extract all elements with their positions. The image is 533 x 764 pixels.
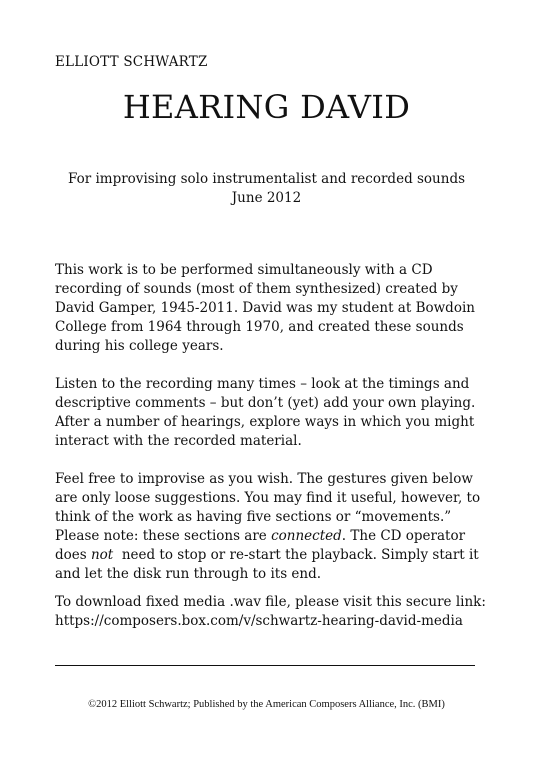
text-line: After a number of hearings, explore ways in which you might [55, 414, 475, 430]
text-line [55, 527, 485, 546]
text-line: think of the work as having five sections or “movements.” [55, 509, 452, 525]
composer-name: ELLIOTT SCHWARTZ [55, 54, 208, 70]
paragraph-intro [55, 261, 485, 356]
text-segment: Please note: these sections are [55, 528, 272, 544]
text-line: are only loose suggestions. You may find it useful, however, to [55, 490, 481, 506]
text-line: David Gamper, 1945-2011. David was my student at Bowdoin [55, 300, 475, 316]
text-line: during his college years. [55, 338, 224, 354]
subtitle-block [0, 170, 533, 208]
text-line: descriptive comments – but don’t (yet) add your own playing. [55, 395, 476, 411]
text-line [55, 546, 485, 565]
text-line: Feel free to improvise as you wish. The gestures given below [55, 471, 473, 487]
text-segment: need to stop or re-start the playback. Simply start it [113, 547, 479, 563]
paragraph-download [55, 593, 485, 631]
paragraph-improvisation [55, 470, 485, 584]
paragraph-listening [55, 375, 485, 451]
text-line: To download fixed media .wav file, please visit this secure link: [55, 594, 486, 610]
text-line: This work is to be performed simultaneously with a CD [55, 262, 433, 278]
text-line: College from 1964 through 1970, and created these sounds [55, 319, 464, 335]
emphasis-connected: connected [271, 528, 342, 544]
text-segment: . The CD operator [341, 528, 466, 544]
text-line: interact with the recorded material. [55, 433, 302, 449]
horizontal-rule [55, 665, 475, 666]
text-line: recording of sounds (most of them synthesized) created by [55, 281, 458, 297]
instrumentation-line: For improvising solo instrumentalist and recorded sounds [67, 171, 466, 187]
text-segment: does [55, 547, 91, 563]
download-link[interactable]: https://composers.box.com/v/schwartz-hearing-david-media [55, 613, 463, 629]
date-line: June 2012 [231, 190, 302, 206]
copyright-notice: ©2012 Elliott Schwartz; Published by the American Composers Alliance, Inc. (BMI) [88, 699, 445, 710]
text-line: Listen to the recording many times – look at the timings and [55, 376, 470, 392]
work-title: HEARING DAVID [122, 88, 411, 126]
text-line: and let the disk run through to its end. [55, 566, 322, 582]
emphasis-not: not [90, 547, 114, 563]
